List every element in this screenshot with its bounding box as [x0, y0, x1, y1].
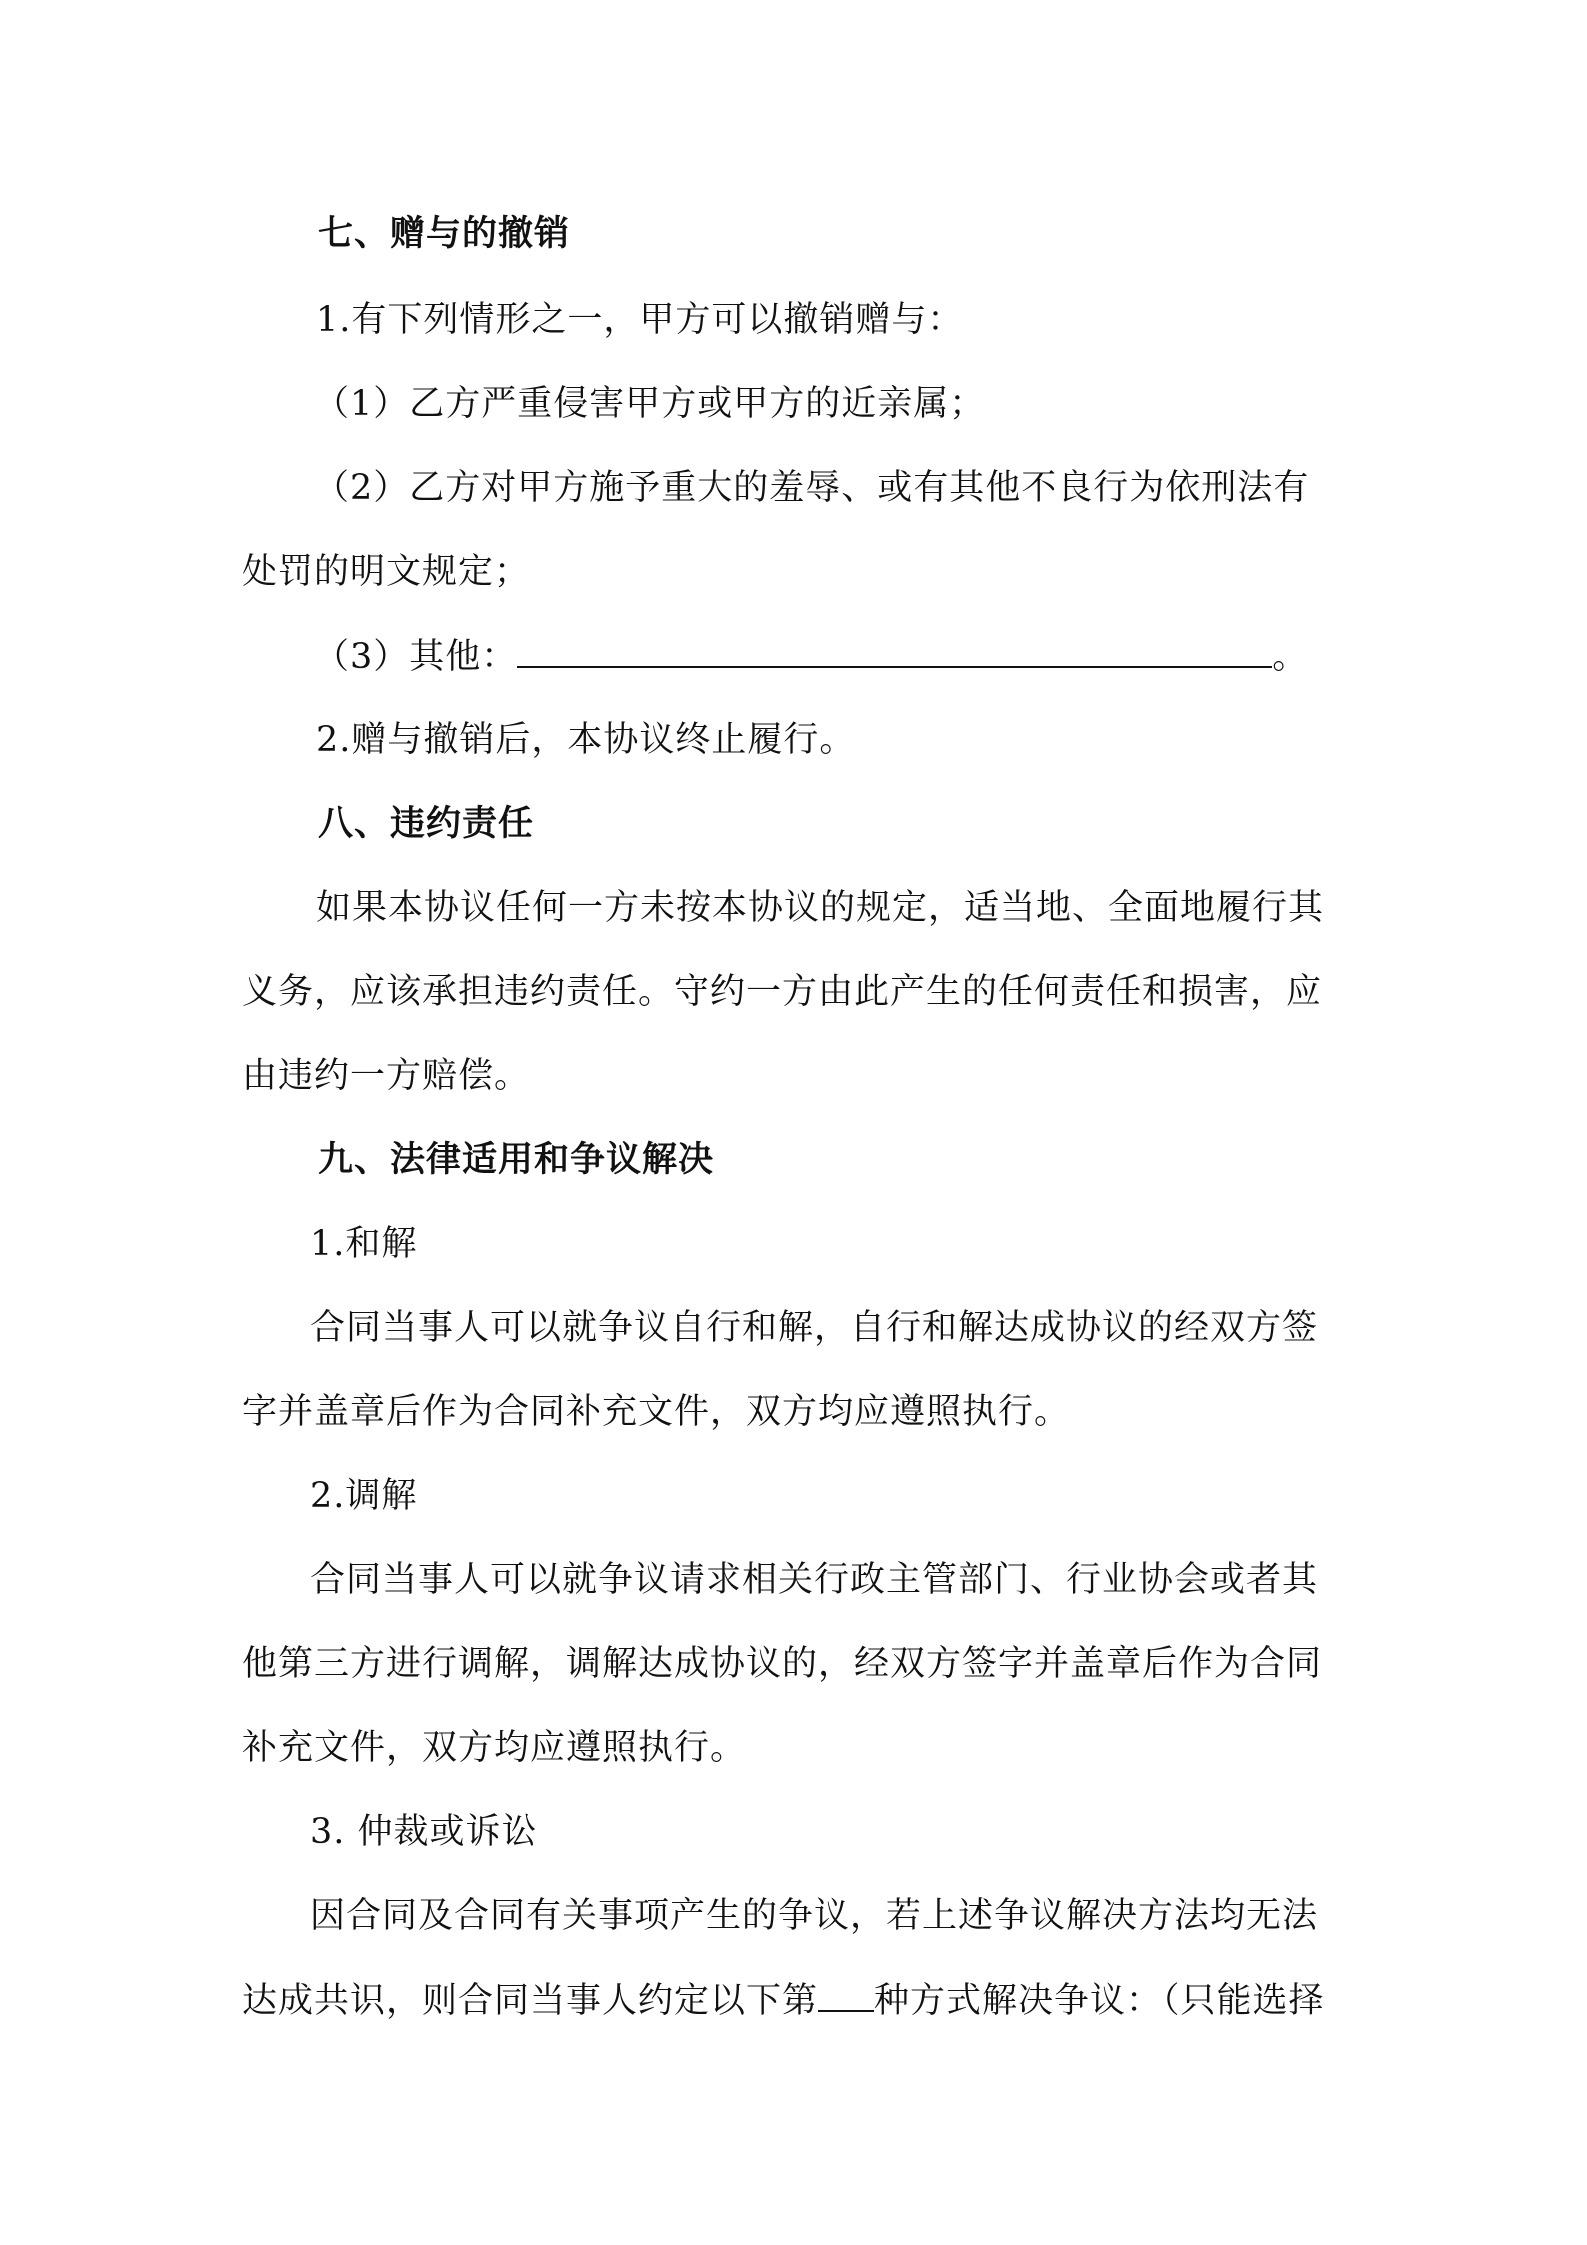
section-9-item-3-line-1: 因合同及合同有关事项产生的争议，若上述争议解决方法均无法 [310, 1896, 1319, 1936]
section-9-item-1-line-2: 字并盖章后作为合同补充文件，双方均应遵照执行。 [242, 1392, 1071, 1432]
section-9-title: 九、法律适用和争议解决 [318, 1140, 715, 1180]
section-7-sub-2-line-2: 处罚的明文规定； [242, 552, 531, 592]
section-9-item-3-title: 3. 仲裁或诉讼 [310, 1812, 538, 1852]
section-8-title: 八、违约责任 [318, 804, 535, 844]
section-9-item-3-line-2-prefix: 达成共识，则合同当事人约定以下第 [242, 1981, 819, 2021]
section-8-para-line-3: 由违约一方赔偿。 [242, 1056, 531, 1096]
section-8-para-line-1: 如果本协议任何一方未按本协议的规定，适当地、全面地履行其 [316, 888, 1325, 928]
section-9-item-2-line-3: 补充文件，双方均应遵照执行。 [242, 1728, 747, 1768]
section-8-para-line-2: 义务，应该承担违约责任。守约一方由此产生的任何责任和损害，应 [242, 972, 1323, 1012]
other-blank-line [517, 632, 1272, 668]
section-7-sub-3-suffix: 。 [1272, 637, 1309, 677]
section-7-sub-2-line-1: （2）乙方对甲方施予重大的羞辱、或有其他不良行为依刑法有 [314, 468, 1310, 508]
section-9-item-3-line-2-suffix: 种方式解决争议：（只能选择 [874, 1981, 1325, 2021]
section-9-item-1-title: 1.和解 [310, 1224, 418, 1264]
section-7-sub-3-prefix: （3）其他： [314, 637, 518, 677]
section-7-title: 七、赠与的撤销 [318, 214, 571, 254]
section-7-item-2: 2.赠与撤销后，本协议终止履行。 [316, 720, 856, 760]
section-7-item-1: 1.有下列情形之一，甲方可以撤销赠与： [316, 300, 964, 340]
section-9-item-2-title: 2.调解 [310, 1476, 418, 1516]
section-7-sub-1: （1）乙方严重侵害甲方或甲方的近亲属； [314, 384, 986, 424]
section-9-item-1-line-1: 合同当事人可以就争议自行和解，自行和解达成协议的经双方签 [310, 1308, 1319, 1348]
section-9-item-3-line-2 [242, 1976, 1325, 2025]
section-7-sub-3 [314, 632, 1308, 681]
section-9-item-2-line-1: 合同当事人可以就争议请求相关行政主管部门、行业协会或者其 [310, 1560, 1319, 1600]
choice-blank-line [818, 1976, 874, 2012]
section-9-item-2-line-2: 他第三方进行调解，调解达成协议的，经双方签字并盖章后作为合同 [242, 1644, 1323, 1684]
